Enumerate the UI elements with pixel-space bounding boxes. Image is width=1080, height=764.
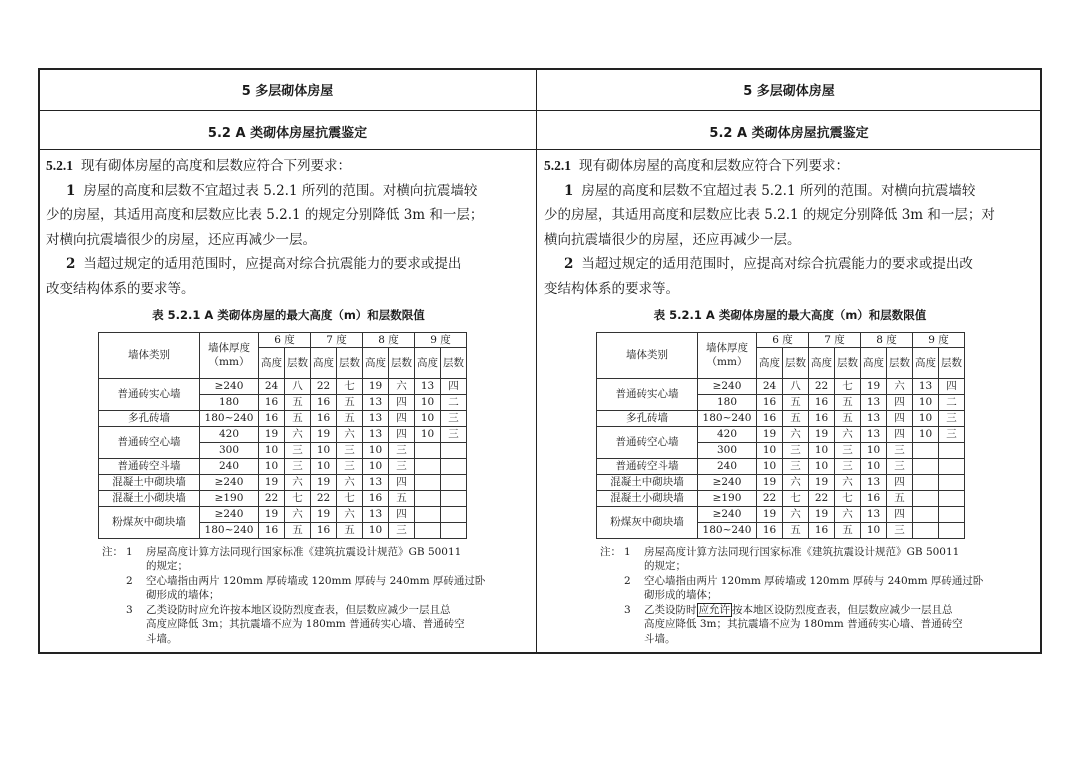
table-row bbox=[597, 474, 965, 490]
header-storeys: 层数 bbox=[939, 347, 965, 378]
wall-type-cell: 多孔砖墙 bbox=[597, 410, 698, 426]
wall-type-cell: 粉煤灰中砌块墙 bbox=[597, 506, 698, 538]
value-cell bbox=[939, 458, 965, 474]
thickness-cell: 180~240 bbox=[698, 410, 757, 426]
value-cell: 10 bbox=[757, 442, 783, 458]
value-cell: 16 bbox=[311, 394, 337, 410]
value-cell: 19 bbox=[259, 426, 285, 442]
value-cell: 10 bbox=[415, 410, 441, 426]
table-row bbox=[99, 458, 467, 474]
header-height: 高度 bbox=[913, 347, 939, 378]
value-cell: 三 bbox=[887, 442, 913, 458]
value-cell: 16 bbox=[259, 410, 285, 426]
value-cell: 22 bbox=[757, 490, 783, 506]
value-cell: 五 bbox=[783, 522, 809, 538]
table-row bbox=[99, 410, 467, 426]
thickness-cell: ≥240 bbox=[200, 506, 259, 522]
value-cell: 10 bbox=[363, 442, 389, 458]
table-caption: 表 5.2.1 A 类砌体房屋的最大高度（m）和层数限值 bbox=[152, 308, 425, 322]
note-text: 房屋高度计算方法同现行国家标准《建筑抗震设计规范》GB 50011 bbox=[644, 545, 960, 558]
header-wall-thickness: 墙体厚度（mm） bbox=[698, 332, 757, 378]
table-header-row bbox=[99, 332, 467, 347]
value-cell: 19 bbox=[757, 474, 783, 490]
value-cell: 13 bbox=[363, 506, 389, 522]
value-cell: 16 bbox=[311, 522, 337, 538]
table-row bbox=[99, 474, 467, 490]
value-cell: 五 bbox=[835, 410, 861, 426]
value-cell bbox=[415, 490, 441, 506]
value-cell: 10 bbox=[415, 426, 441, 442]
table-row bbox=[597, 378, 965, 394]
value-cell bbox=[415, 458, 441, 474]
value-cell: 10 bbox=[809, 458, 835, 474]
value-cell: 13 bbox=[415, 378, 441, 394]
item-text: 改变结构体系的要求等。 bbox=[46, 280, 195, 297]
wall-type-cell: 粉煤灰中砌块墙 bbox=[99, 506, 200, 538]
value-cell: 10 bbox=[913, 394, 939, 410]
value-cell: 16 bbox=[259, 522, 285, 538]
notes-label: 注： bbox=[600, 545, 621, 558]
note-index: 3 bbox=[624, 603, 631, 616]
header-intensity: 9 度 bbox=[913, 332, 965, 347]
value-cell: 13 bbox=[861, 394, 887, 410]
header-intensity: 8 度 bbox=[861, 332, 913, 347]
wall-type-cell: 混凝土中砌块墙 bbox=[597, 474, 698, 490]
wall-type-cell: 普通砖空斗墙 bbox=[597, 458, 698, 474]
value-cell: 10 bbox=[861, 522, 887, 538]
header-height: 高度 bbox=[311, 347, 337, 378]
item-text: 对横向抗震墙很少的房屋，还应再减少一层。 bbox=[46, 231, 316, 248]
value-cell: 七 bbox=[337, 378, 363, 394]
item-text: 横向抗震墙很少的房屋，还应再减少一层。 bbox=[544, 231, 801, 248]
header-storeys: 层数 bbox=[835, 347, 861, 378]
item-number: 1 bbox=[564, 182, 574, 199]
value-cell: 四 bbox=[389, 506, 415, 522]
note-text: 的规定； bbox=[146, 560, 188, 572]
item-text: 房屋的高度和层数不宜超过表 5.2.1 所列的范围。对横向抗震墙较 bbox=[83, 182, 478, 199]
value-cell: 五 bbox=[285, 410, 311, 426]
value-cell: 五 bbox=[285, 394, 311, 410]
value-cell: 六 bbox=[783, 474, 809, 490]
table-row bbox=[597, 410, 965, 426]
note-index: 2 bbox=[624, 574, 631, 587]
table-caption: 表 5.2.1 A 类砌体房屋的最大高度（m）和层数限值 bbox=[653, 308, 927, 322]
value-cell: 六 bbox=[887, 378, 913, 394]
header-height: 高度 bbox=[809, 347, 835, 378]
value-cell: 10 bbox=[809, 442, 835, 458]
thickness-cell: 180~240 bbox=[698, 522, 757, 538]
thickness-cell: ≥240 bbox=[200, 474, 259, 490]
table-header-row bbox=[597, 332, 965, 347]
wall-type-cell: 普通砖空斗墙 bbox=[99, 458, 200, 474]
value-cell: 13 bbox=[861, 426, 887, 442]
wall-type-cell: 多孔砖墙 bbox=[99, 410, 200, 426]
notes-label: 注： bbox=[102, 545, 123, 558]
value-cell: 四 bbox=[389, 474, 415, 490]
note-text: 房屋高度计算方法同现行国家标准《建筑抗震设计规范》GB 50011 bbox=[146, 545, 462, 558]
chapter-title: 5 多层砌体房屋 bbox=[743, 84, 835, 99]
value-cell: 三 bbox=[939, 410, 965, 426]
thickness-cell: 300 bbox=[200, 442, 259, 458]
table-row bbox=[99, 506, 467, 522]
note-text: 的规定； bbox=[644, 560, 686, 572]
value-cell: 三 bbox=[337, 458, 363, 474]
value-cell: 五 bbox=[285, 522, 311, 538]
item-text: 少的房屋，其适用高度和层数应比表 5.2.1 的规定分别降低 3m 和一层；对 bbox=[544, 207, 995, 223]
value-cell: 五 bbox=[389, 490, 415, 506]
item-number: 2 bbox=[564, 256, 574, 272]
note-text: 乙类设防时应允许按本地区设防烈度查表，但层数应减少一层且总 bbox=[146, 603, 451, 616]
wall-type-cell: 普通砖实心墙 bbox=[597, 378, 698, 410]
section-title: 5.2 A 类砌体房屋抗震鉴定 bbox=[709, 126, 869, 141]
value-cell: 六 bbox=[337, 426, 363, 442]
thickness-cell: 180~240 bbox=[200, 522, 259, 538]
value-cell: 19 bbox=[311, 506, 337, 522]
value-cell bbox=[939, 442, 965, 458]
value-cell: 13 bbox=[913, 378, 939, 394]
note-text: 空心墙指由两片 120mm 厚砖墙或 120mm 厚砖与 240mm 厚砖通过卧 bbox=[146, 574, 486, 587]
value-cell: 三 bbox=[441, 410, 467, 426]
value-cell bbox=[939, 522, 965, 538]
table-notes bbox=[102, 545, 531, 647]
value-cell: 19 bbox=[311, 474, 337, 490]
value-cell: 六 bbox=[285, 426, 311, 442]
header-wall-type: 墙体类别 bbox=[99, 332, 200, 378]
height-limit-table bbox=[596, 332, 965, 539]
header-storeys: 层数 bbox=[441, 347, 467, 378]
value-cell: 五 bbox=[835, 394, 861, 410]
thickness-cell: ≥240 bbox=[698, 474, 757, 490]
value-cell: 10 bbox=[363, 458, 389, 474]
value-cell: 22 bbox=[809, 378, 835, 394]
value-cell: 六 bbox=[835, 474, 861, 490]
value-cell bbox=[913, 522, 939, 538]
note-text-part: 乙类设防时 bbox=[644, 603, 697, 616]
right-column bbox=[538, 68, 1040, 654]
value-cell: 六 bbox=[389, 378, 415, 394]
highlighted-revision: 应允许 bbox=[698, 603, 730, 616]
header-intensity: 7 度 bbox=[311, 332, 363, 347]
value-cell: 19 bbox=[259, 506, 285, 522]
value-cell: 13 bbox=[861, 474, 887, 490]
wall-type-cell: 混凝土小砌块墙 bbox=[99, 490, 200, 506]
value-cell: 四 bbox=[887, 506, 913, 522]
left-column bbox=[40, 68, 535, 654]
value-cell: 三 bbox=[835, 442, 861, 458]
value-cell: 八 bbox=[783, 378, 809, 394]
chapter-title: 5 多层砌体房屋 bbox=[241, 84, 334, 99]
value-cell: 三 bbox=[783, 458, 809, 474]
value-cell: 四 bbox=[389, 426, 415, 442]
value-cell: 七 bbox=[835, 378, 861, 394]
value-cell: 三 bbox=[783, 442, 809, 458]
value-cell: 五 bbox=[887, 490, 913, 506]
value-cell: 10 bbox=[259, 458, 285, 474]
value-cell: 四 bbox=[887, 426, 913, 442]
thickness-cell: 240 bbox=[200, 458, 259, 474]
value-cell: 二 bbox=[441, 394, 467, 410]
note-index: 1 bbox=[624, 545, 631, 558]
value-cell: 19 bbox=[861, 378, 887, 394]
header-height: 高度 bbox=[757, 347, 783, 378]
header-storeys: 层数 bbox=[285, 347, 311, 378]
value-cell: 16 bbox=[757, 410, 783, 426]
value-cell bbox=[939, 506, 965, 522]
value-cell: 19 bbox=[809, 474, 835, 490]
value-cell: 16 bbox=[259, 394, 285, 410]
value-cell: 10 bbox=[913, 410, 939, 426]
value-cell: 10 bbox=[913, 426, 939, 442]
value-cell bbox=[441, 522, 467, 538]
thickness-cell: 420 bbox=[200, 426, 259, 442]
value-cell bbox=[441, 506, 467, 522]
table-row bbox=[597, 458, 965, 474]
header-storeys: 层数 bbox=[389, 347, 415, 378]
value-cell: 四 bbox=[887, 474, 913, 490]
note-index: 3 bbox=[126, 603, 133, 616]
value-cell: 10 bbox=[415, 394, 441, 410]
header-wall-thickness: 墙体厚度（mm） bbox=[200, 332, 259, 378]
table-row bbox=[99, 490, 467, 506]
table-notes bbox=[600, 545, 1036, 647]
value-cell: 10 bbox=[363, 522, 389, 538]
clause-text: 现有砌体房屋的高度和层数应符合下列要求： bbox=[579, 158, 849, 174]
value-cell bbox=[415, 506, 441, 522]
item-number: 1 bbox=[66, 182, 76, 199]
header-intensity: 6 度 bbox=[757, 332, 809, 347]
item-text: 房屋的高度和层数不宜超过表 5.2.1 所列的范围。对横向抗震墙较 bbox=[581, 182, 976, 199]
note-text: 砌形成的墙体； bbox=[644, 589, 718, 601]
thickness-cell: 180 bbox=[200, 394, 259, 410]
note-text: 砌形成的墙体； bbox=[146, 589, 220, 601]
value-cell: 三 bbox=[389, 522, 415, 538]
value-cell: 19 bbox=[757, 426, 783, 442]
value-cell: 六 bbox=[835, 426, 861, 442]
value-cell bbox=[415, 522, 441, 538]
clause-body bbox=[46, 154, 531, 646]
value-cell: 19 bbox=[809, 506, 835, 522]
value-cell: 13 bbox=[363, 474, 389, 490]
value-cell: 10 bbox=[861, 442, 887, 458]
value-cell: 16 bbox=[809, 522, 835, 538]
value-cell: 三 bbox=[337, 442, 363, 458]
value-cell bbox=[939, 474, 965, 490]
value-cell: 六 bbox=[337, 474, 363, 490]
header-height: 高度 bbox=[363, 347, 389, 378]
header-storeys: 层数 bbox=[783, 347, 809, 378]
value-cell bbox=[415, 474, 441, 490]
table-row bbox=[597, 490, 965, 506]
thickness-cell: ≥190 bbox=[200, 490, 259, 506]
value-cell: 10 bbox=[311, 442, 337, 458]
value-cell bbox=[913, 458, 939, 474]
table-row bbox=[99, 426, 467, 442]
value-cell: 六 bbox=[835, 506, 861, 522]
value-cell: 10 bbox=[861, 458, 887, 474]
value-cell: 19 bbox=[259, 474, 285, 490]
value-cell bbox=[415, 442, 441, 458]
value-cell: 四 bbox=[887, 394, 913, 410]
height-limit-table bbox=[98, 332, 467, 539]
wall-type-cell: 混凝土中砌块墙 bbox=[99, 474, 200, 490]
table-row bbox=[597, 426, 965, 442]
clause-number: 5.2.1 bbox=[46, 158, 73, 173]
value-cell: 22 bbox=[259, 490, 285, 506]
value-cell: 10 bbox=[311, 458, 337, 474]
value-cell: 五 bbox=[337, 522, 363, 538]
value-cell: 19 bbox=[363, 378, 389, 394]
thickness-cell: ≥190 bbox=[698, 490, 757, 506]
thickness-cell: ≥240 bbox=[200, 378, 259, 394]
thickness-cell: 240 bbox=[698, 458, 757, 474]
value-cell: 13 bbox=[363, 426, 389, 442]
value-cell: 13 bbox=[363, 394, 389, 410]
header-intensity: 9 度 bbox=[415, 332, 467, 347]
wall-type-cell: 混凝土小砌块墙 bbox=[597, 490, 698, 506]
value-cell: 三 bbox=[285, 442, 311, 458]
wall-type-cell: 普通砖实心墙 bbox=[99, 378, 200, 410]
value-cell bbox=[913, 506, 939, 522]
value-cell: 16 bbox=[757, 522, 783, 538]
value-cell: 五 bbox=[835, 522, 861, 538]
value-cell: 四 bbox=[939, 378, 965, 394]
thickness-cell: 180 bbox=[698, 394, 757, 410]
note-text-part: 按本地区设防烈度查表，但层数应减少一层且总 bbox=[732, 603, 953, 616]
clause-text: 现有砌体房屋的高度和层数应符合下列要求： bbox=[81, 158, 351, 174]
note-text: 高度应降低 3m；其抗震墙不应为 180mm 普通砖实心墙、普通砖空 bbox=[644, 618, 963, 630]
clause-number: 5.2.1 bbox=[544, 158, 571, 173]
section-title: 5.2 A 类砌体房屋抗震鉴定 bbox=[207, 126, 368, 141]
thickness-cell: ≥240 bbox=[698, 378, 757, 394]
note-text: 斗墙。 bbox=[146, 632, 178, 645]
value-cell: 24 bbox=[259, 378, 285, 394]
note-text: 斗墙。 bbox=[644, 632, 676, 645]
value-cell bbox=[441, 490, 467, 506]
value-cell: 八 bbox=[285, 378, 311, 394]
header-storeys: 层数 bbox=[337, 347, 363, 378]
value-cell: 五 bbox=[783, 410, 809, 426]
value-cell: 四 bbox=[887, 410, 913, 426]
value-cell: 16 bbox=[757, 394, 783, 410]
item-text: 当超过规定的适用范围时，应提高对综合抗震能力的要求或提出改 bbox=[581, 256, 973, 272]
column-divider bbox=[536, 68, 537, 654]
value-cell: 五 bbox=[337, 410, 363, 426]
thickness-cell: 180~240 bbox=[200, 410, 259, 426]
value-cell: 二 bbox=[939, 394, 965, 410]
header-wall-type: 墙体类别 bbox=[597, 332, 698, 378]
value-cell: 19 bbox=[311, 426, 337, 442]
value-cell: 13 bbox=[861, 410, 887, 426]
table-row bbox=[597, 506, 965, 522]
value-cell: 四 bbox=[389, 394, 415, 410]
value-cell: 六 bbox=[783, 506, 809, 522]
note-text bbox=[644, 603, 1036, 618]
value-cell: 13 bbox=[363, 410, 389, 426]
value-cell: 22 bbox=[809, 490, 835, 506]
header-intensity: 8 度 bbox=[363, 332, 415, 347]
value-cell: 七 bbox=[337, 490, 363, 506]
value-cell: 四 bbox=[389, 410, 415, 426]
value-cell: 22 bbox=[311, 490, 337, 506]
value-cell: 19 bbox=[757, 506, 783, 522]
header-height: 高度 bbox=[861, 347, 887, 378]
value-cell: 六 bbox=[337, 506, 363, 522]
value-cell: 24 bbox=[757, 378, 783, 394]
value-cell: 三 bbox=[389, 442, 415, 458]
value-cell: 三 bbox=[939, 426, 965, 442]
item-text: 少的房屋，其适用高度和层数应比表 5.2.1 的规定分别降低 3m 和一层； bbox=[46, 207, 484, 223]
value-cell: 六 bbox=[285, 506, 311, 522]
value-cell bbox=[441, 458, 467, 474]
value-cell: 22 bbox=[311, 378, 337, 394]
value-cell bbox=[939, 490, 965, 506]
value-cell: 三 bbox=[887, 522, 913, 538]
header-height: 高度 bbox=[259, 347, 285, 378]
value-cell: 七 bbox=[835, 490, 861, 506]
value-cell bbox=[441, 474, 467, 490]
value-cell: 六 bbox=[285, 474, 311, 490]
value-cell: 13 bbox=[861, 506, 887, 522]
thickness-cell: 420 bbox=[698, 426, 757, 442]
wall-type-cell: 普通砖空心墙 bbox=[99, 426, 200, 458]
wall-type-cell: 普通砖空心墙 bbox=[597, 426, 698, 458]
value-cell: 七 bbox=[783, 490, 809, 506]
value-cell bbox=[913, 474, 939, 490]
note-text: 空心墙指由两片 120mm 厚砖墙或 120mm 厚砖与 240mm 厚砖通过卧 bbox=[644, 574, 984, 587]
value-cell: 16 bbox=[311, 410, 337, 426]
value-cell: 16 bbox=[861, 490, 887, 506]
value-cell: 16 bbox=[809, 394, 835, 410]
value-cell: 三 bbox=[389, 458, 415, 474]
item-number: 2 bbox=[66, 256, 76, 272]
value-cell: 10 bbox=[757, 458, 783, 474]
value-cell: 三 bbox=[887, 458, 913, 474]
thickness-cell: ≥240 bbox=[698, 506, 757, 522]
value-cell bbox=[913, 490, 939, 506]
header-intensity: 6 度 bbox=[259, 332, 311, 347]
value-cell: 四 bbox=[441, 378, 467, 394]
header-height: 高度 bbox=[415, 347, 441, 378]
value-cell: 六 bbox=[783, 426, 809, 442]
value-cell: 三 bbox=[835, 458, 861, 474]
note-text: 高度应降低 3m；其抗震墙不应为 180mm 普通砖实心墙、普通砖空 bbox=[146, 618, 465, 630]
note-index: 1 bbox=[126, 545, 133, 558]
header-storeys: 层数 bbox=[887, 347, 913, 378]
item-text: 当超过规定的适用范围时，应提高对综合抗震能力的要求或提出 bbox=[83, 256, 462, 272]
thickness-cell: 300 bbox=[698, 442, 757, 458]
item-text: 变结构体系的要求等。 bbox=[544, 280, 679, 297]
clause-body bbox=[544, 154, 1036, 646]
value-cell: 五 bbox=[337, 394, 363, 410]
value-cell: 16 bbox=[809, 410, 835, 426]
value-cell: 10 bbox=[259, 442, 285, 458]
value-cell: 七 bbox=[285, 490, 311, 506]
value-cell: 三 bbox=[441, 426, 467, 442]
value-cell bbox=[913, 442, 939, 458]
value-cell: 16 bbox=[363, 490, 389, 506]
value-cell bbox=[441, 442, 467, 458]
table-row bbox=[99, 378, 467, 394]
note-index: 2 bbox=[126, 574, 133, 587]
value-cell: 19 bbox=[809, 426, 835, 442]
header-intensity: 7 度 bbox=[809, 332, 861, 347]
value-cell: 三 bbox=[285, 458, 311, 474]
value-cell: 五 bbox=[783, 394, 809, 410]
